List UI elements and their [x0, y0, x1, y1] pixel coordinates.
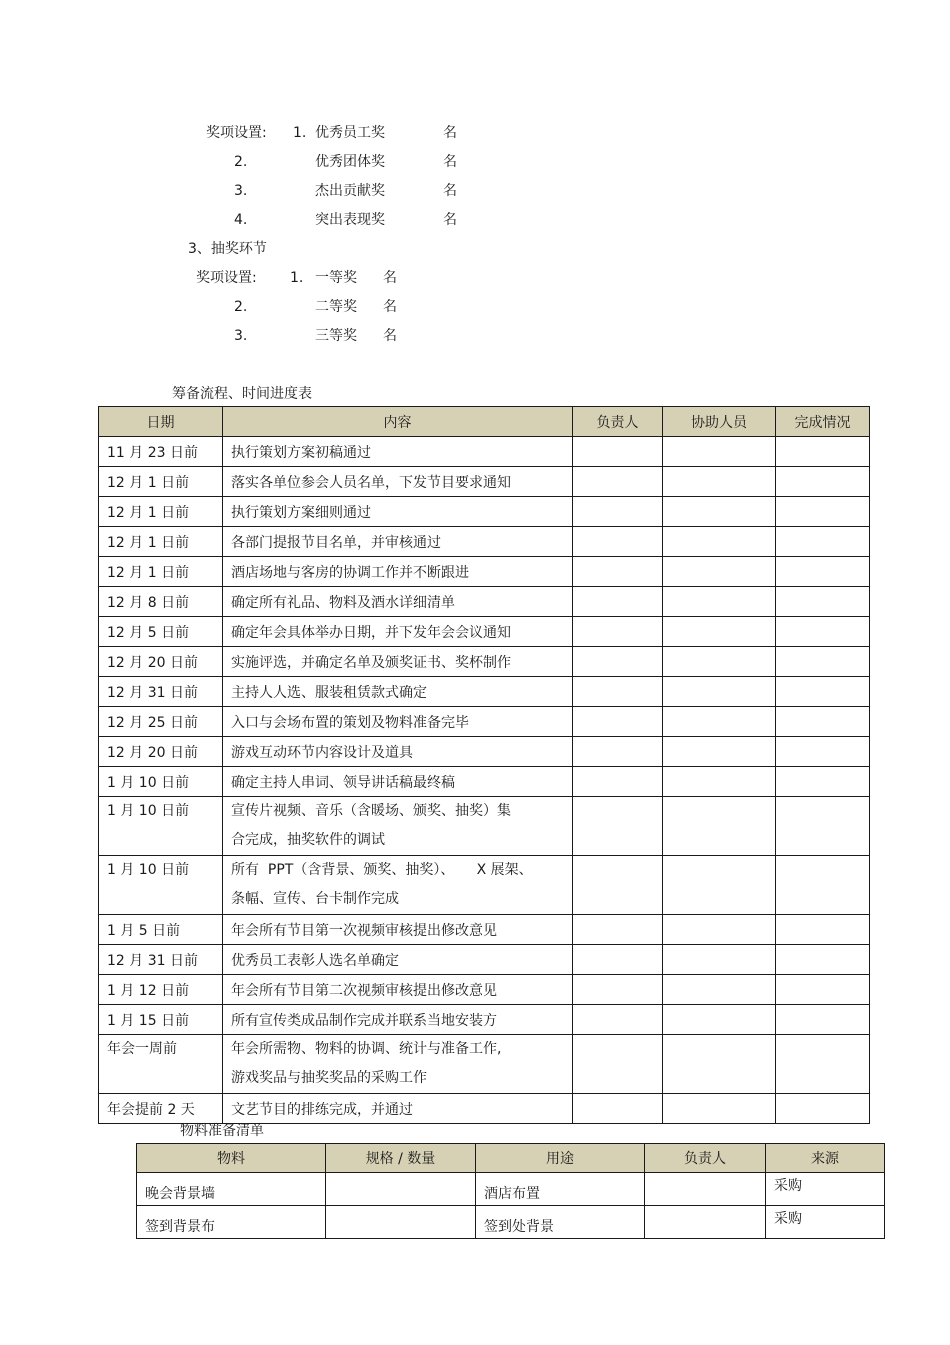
materials-header-row: [137, 1144, 885, 1173]
schedule-status: [776, 945, 870, 975]
schedule-content-line: 所有 PPT（含背景、颁奖、抽奖）、 X 展架、: [231, 862, 533, 878]
award-unit-1: 名: [443, 125, 457, 141]
header-material: 物料: [137, 1144, 326, 1173]
schedule-content-line: 实施评选，并确定名单及颁奖证书、奖杯制作: [231, 654, 511, 671]
award-num-4: 4.: [234, 212, 248, 228]
material-use: 酒店布置: [476, 1173, 645, 1206]
schedule-owner: [573, 767, 663, 797]
schedule-date: 12 月 5 日前: [99, 617, 223, 647]
header-assistant: 协助人员: [663, 407, 776, 437]
schedule-content: [223, 437, 573, 467]
schedule-owner: [573, 915, 663, 945]
header-spec: 规格 / 数量: [326, 1144, 476, 1173]
table-row: [99, 467, 870, 497]
schedule-date: 12 月 8 日前: [99, 587, 223, 617]
header-owner: 负责人: [573, 407, 663, 437]
schedule-content: [223, 557, 573, 587]
schedule-content-line: 入口与会场布置的策划及物料准备完毕: [231, 714, 469, 731]
schedule-title: 筹备流程、时间进度表: [172, 386, 312, 402]
schedule-owner: [573, 707, 663, 737]
schedule-assistant: [663, 587, 776, 617]
schedule-assistant: [663, 737, 776, 767]
schedule-content-line: 确定主持人串词、领导讲话稿最终稿: [231, 774, 455, 791]
schedule-content: [223, 497, 573, 527]
schedule-date: 1 月 12 日前: [99, 975, 223, 1005]
lottery-unit-1: 名: [383, 270, 397, 286]
schedule-date: 1 月 15 日前: [99, 1005, 223, 1035]
schedule-content-line: 年会所有节目第一次视频审核提出修改意见: [231, 922, 497, 939]
schedule-owner: [573, 467, 663, 497]
schedule-content: [223, 737, 573, 767]
material-item: 晚会背景墙: [137, 1173, 326, 1206]
table-row: [99, 707, 870, 737]
table-row: [99, 856, 870, 915]
schedule-content: [223, 915, 573, 945]
schedule-content-line: 主持人人选、服装租赁款式确定: [231, 684, 427, 701]
schedule-content-line: 落实各单位参会人员名单，下发节目要求通知: [231, 474, 511, 491]
table-row: [99, 587, 870, 617]
schedule-date: 1 月 10 日前: [99, 856, 223, 915]
schedule-header-row: [99, 407, 870, 437]
table-row: [99, 767, 870, 797]
lottery-name-2: 二等奖: [315, 299, 357, 315]
schedule-status: [776, 1035, 870, 1094]
schedule-owner: [573, 527, 663, 557]
schedule-table: [98, 406, 870, 1124]
schedule-content-line: 确定年会具体举办日期，并下发年会会议通知: [231, 624, 511, 641]
table-row: [137, 1173, 885, 1206]
schedule-status: [776, 737, 870, 767]
material-use: 签到处背景: [476, 1206, 645, 1239]
schedule-content: [223, 467, 573, 497]
award-name-4: 突出表现奖: [315, 212, 385, 228]
schedule-owner: [573, 617, 663, 647]
schedule-status: [776, 707, 870, 737]
schedule-body: [99, 437, 870, 1124]
award-unit-3: 名: [443, 183, 457, 199]
schedule-assistant: [663, 467, 776, 497]
award-num-3: 3.: [234, 183, 248, 199]
schedule-content-line: 游戏互动环节内容设计及道具: [231, 744, 413, 761]
schedule-assistant: [663, 1005, 776, 1035]
table-row: [99, 1094, 870, 1124]
schedule-assistant: [663, 497, 776, 527]
schedule-date: 1 月 10 日前: [99, 767, 223, 797]
table-row: [99, 497, 870, 527]
material-owner: [645, 1173, 766, 1206]
table-row: [99, 527, 870, 557]
awards-label: 奖项设置:: [206, 125, 267, 141]
table-row: [99, 737, 870, 767]
schedule-date: 12 月 1 日前: [99, 527, 223, 557]
schedule-date: 1 月 10 日前: [99, 797, 223, 856]
schedule-date: 12 月 25 日前: [99, 707, 223, 737]
schedule-owner: [573, 945, 663, 975]
schedule-content-line: 游戏奖品与抽奖奖品的采购工作: [231, 1070, 427, 1086]
table-row: [99, 915, 870, 945]
schedule-content-line: 各部门提报节目名单，并审核通过: [231, 534, 441, 551]
lottery-num-1: 1.: [290, 270, 304, 286]
schedule-content: [223, 856, 573, 915]
schedule-content-line: 年会所需物、物料的协调、统计与准备工作,: [231, 1041, 502, 1057]
schedule-content-line: 所有宣传类成品制作完成并联系当地安装方: [231, 1012, 497, 1029]
schedule-content: [223, 647, 573, 677]
schedule-owner: [573, 677, 663, 707]
table-row: [99, 797, 870, 856]
schedule-status: [776, 856, 870, 915]
schedule-assistant: [663, 767, 776, 797]
schedule-content: [223, 797, 573, 856]
material-spec: [326, 1173, 476, 1206]
materials-table: [136, 1143, 885, 1239]
header-mat-owner: 负责人: [645, 1144, 766, 1173]
table-row: [99, 437, 870, 467]
schedule-owner: [573, 1094, 663, 1124]
schedule-assistant: [663, 527, 776, 557]
schedule-status: [776, 587, 870, 617]
schedule-content-line: 宣传片视频、音乐（含暖场、颁奖、抽奖）集: [231, 803, 511, 819]
lottery-num-3: 3.: [234, 328, 248, 344]
schedule-date: 12 月 1 日前: [99, 557, 223, 587]
schedule-content-line: 条幅、宣传、台卡制作完成: [231, 891, 399, 907]
schedule-date: 12 月 20 日前: [99, 647, 223, 677]
schedule-assistant: [663, 915, 776, 945]
schedule-content-line: 执行策划方案细则通过: [231, 504, 371, 521]
schedule-content-line: 合完成，抽奖软件的调试: [231, 832, 385, 848]
schedule-content: [223, 1005, 573, 1035]
schedule-status: [776, 557, 870, 587]
schedule-date: 12 月 31 日前: [99, 945, 223, 975]
table-row: [99, 1005, 870, 1035]
schedule-owner: [573, 856, 663, 915]
schedule-content-line: 确定所有礼品、物料及酒水详细清单: [231, 594, 455, 611]
schedule-date: 12 月 1 日前: [99, 497, 223, 527]
schedule-status: [776, 467, 870, 497]
schedule-date: 12 月 20 日前: [99, 737, 223, 767]
schedule-content: [223, 1094, 573, 1124]
schedule-owner: [573, 797, 663, 856]
schedule-content-line: 酒店场地与客房的协调工作并不断跟进: [231, 564, 469, 581]
material-spec: [326, 1206, 476, 1239]
award-unit-4: 名: [443, 212, 457, 228]
schedule-content: [223, 767, 573, 797]
schedule-date: 12 月 1 日前: [99, 467, 223, 497]
lottery-label: 奖项设置:: [196, 270, 257, 286]
table-row: [99, 677, 870, 707]
award-num-1: 1.: [293, 125, 307, 141]
schedule-date: 年会提前 2 天: [99, 1094, 223, 1124]
schedule-content: [223, 527, 573, 557]
schedule-owner: [573, 437, 663, 467]
table-row: [99, 647, 870, 677]
schedule-assistant: [663, 677, 776, 707]
header-use: 用途: [476, 1144, 645, 1173]
schedule-owner: [573, 975, 663, 1005]
award-unit-2: 名: [443, 154, 457, 170]
schedule-content: [223, 617, 573, 647]
schedule-content: [223, 707, 573, 737]
schedule-status: [776, 975, 870, 1005]
schedule-assistant: [663, 797, 776, 856]
schedule-status: [776, 1094, 870, 1124]
schedule-content-line: 执行策划方案初稿通过: [231, 444, 371, 461]
schedule-content-line: 优秀员工表彰人选名单确定: [231, 952, 399, 969]
schedule-content: [223, 677, 573, 707]
material-source: 采购: [766, 1206, 885, 1239]
schedule-assistant: [663, 1035, 776, 1094]
schedule-content: [223, 587, 573, 617]
schedule-status: [776, 617, 870, 647]
header-content: 内容: [223, 407, 573, 437]
schedule-date: 1 月 5 日前: [99, 915, 223, 945]
schedule-owner: [573, 647, 663, 677]
schedule-date: 11 月 23 日前: [99, 437, 223, 467]
schedule-owner: [573, 557, 663, 587]
schedule-assistant: [663, 856, 776, 915]
award-name-2: 优秀团体奖: [315, 154, 385, 170]
lottery-unit-2: 名: [383, 299, 397, 315]
materials-body: [137, 1173, 885, 1239]
schedule-assistant: [663, 707, 776, 737]
table-row: [99, 975, 870, 1005]
schedule-assistant: [663, 1094, 776, 1124]
schedule-owner: [573, 497, 663, 527]
schedule-assistant: [663, 557, 776, 587]
schedule-status: [776, 915, 870, 945]
schedule-status: [776, 1005, 870, 1035]
header-source: 来源: [766, 1144, 885, 1173]
schedule-date: 12 月 31 日前: [99, 677, 223, 707]
schedule-content: [223, 975, 573, 1005]
table-row: [99, 617, 870, 647]
schedule-assistant: [663, 975, 776, 1005]
schedule-assistant: [663, 437, 776, 467]
schedule-owner: [573, 1035, 663, 1094]
schedule-status: [776, 437, 870, 467]
materials-title: 物料准备清单: [180, 1123, 264, 1139]
schedule-status: [776, 527, 870, 557]
schedule-content: [223, 945, 573, 975]
material-item: 签到背景布: [137, 1206, 326, 1239]
schedule-assistant: [663, 945, 776, 975]
header-status: 完成情况: [776, 407, 870, 437]
schedule-status: [776, 497, 870, 527]
schedule-date: 年会一周前: [99, 1035, 223, 1094]
lottery-unit-3: 名: [383, 328, 397, 344]
schedule-owner: [573, 587, 663, 617]
schedule-status: [776, 797, 870, 856]
header-date: 日期: [99, 407, 223, 437]
schedule-assistant: [663, 617, 776, 647]
schedule-assistant: [663, 647, 776, 677]
award-name-3: 杰出贡献奖: [315, 183, 385, 199]
award-num-2: 2.: [234, 154, 248, 170]
schedule-status: [776, 677, 870, 707]
schedule-content: [223, 1035, 573, 1094]
schedule-status: [776, 647, 870, 677]
table-row: [99, 1035, 870, 1094]
schedule-content-line: 文艺节目的排练完成，并通过: [231, 1101, 413, 1118]
lottery-num-2: 2.: [234, 299, 248, 315]
lottery-name-1: 一等奖: [315, 270, 357, 286]
table-row: [99, 557, 870, 587]
table-row: [137, 1206, 885, 1239]
schedule-status: [776, 767, 870, 797]
table-row: [99, 945, 870, 975]
material-owner: [645, 1206, 766, 1239]
award-name-1: 优秀员工奖: [315, 125, 385, 141]
lottery-name-3: 三等奖: [315, 328, 357, 344]
schedule-owner: [573, 1005, 663, 1035]
lottery-heading: 3、抽奖环节: [188, 241, 267, 257]
schedule-content-line: 年会所有节目第二次视频审核提出修改意见: [231, 982, 497, 999]
schedule-owner: [573, 737, 663, 767]
material-source: 采购: [766, 1173, 885, 1206]
